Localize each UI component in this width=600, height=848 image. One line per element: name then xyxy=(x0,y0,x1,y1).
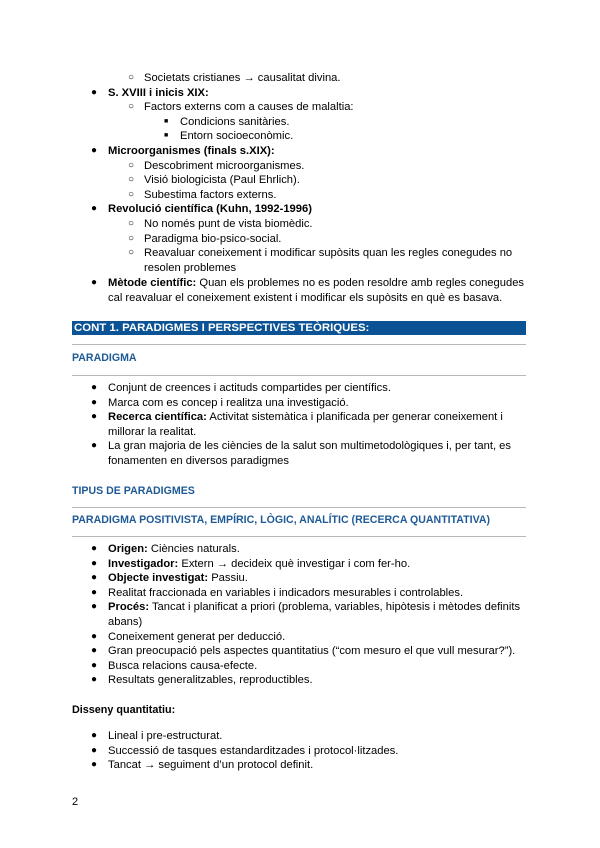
square-bullet-icon: ■ xyxy=(164,132,169,140)
list-item xyxy=(0,630,600,645)
circle-bullet-icon: ○ xyxy=(128,188,135,200)
bullet-icon: ● xyxy=(91,744,98,756)
list-item xyxy=(0,173,600,188)
paradigma-list xyxy=(0,381,600,469)
list-item-text: Passiu. xyxy=(208,572,248,585)
list-item-text: Reavaluar coneixement i modificar supòsits quan les regles conegudes no resolen problemes xyxy=(144,247,513,274)
divider xyxy=(72,507,526,508)
list-item-text: Lineal i pre-estructurat. xyxy=(108,730,223,742)
bullet-icon: ● xyxy=(91,543,98,554)
list-item-title: Investigador: xyxy=(108,557,179,570)
list-item-text: Busca relacions causa-efecte. xyxy=(108,659,258,672)
list-item xyxy=(0,439,600,468)
list-item-text: Successió de tasques estandarditzades i protocol·litzades. xyxy=(108,744,399,757)
list-item xyxy=(0,100,600,115)
list-item-title: Revolució científica (Kuhn, 1992-1996) xyxy=(108,203,312,216)
list-item xyxy=(0,381,600,396)
bullet-icon: ● xyxy=(91,601,98,613)
list-item-title: S. XVIII i inicis XIX: xyxy=(108,86,209,99)
circle-bullet-icon: ○ xyxy=(128,174,135,186)
circle-bullet-icon: ○ xyxy=(128,101,135,113)
list-item-text: Paradigma bio-psico-social. xyxy=(144,232,282,245)
list-item xyxy=(0,571,600,586)
list-item xyxy=(0,586,600,601)
list-item-text: Coneixement generat per deducció. xyxy=(108,630,286,643)
bullet-icon: ● xyxy=(91,396,98,408)
list-item xyxy=(0,673,600,688)
list-item xyxy=(0,202,600,217)
list-item-text: Tancat i planificat a priori (problema, variables, hipòtesis i mètodes definits abans) xyxy=(108,601,521,628)
list-item-text: Marca com es concep i realitza una investigació. xyxy=(108,396,349,409)
positivista-heading: PARADIGMA POSITIVISTA, EMPÍRIC, LÒGIC, ANALÍTIC (RECERCA QUANTITATIVA) xyxy=(72,514,491,526)
list-item-text: Visió biologicista (Paul Ehrlich). xyxy=(144,174,300,187)
list-item-text: Extern → decideix què investigar i com fer-ho. xyxy=(178,557,411,570)
list-item xyxy=(0,396,600,411)
paradigma-heading: PARADIGMA xyxy=(72,352,137,364)
history-list xyxy=(0,71,600,306)
list-item xyxy=(0,557,600,572)
list-item xyxy=(0,542,600,557)
list-item-title: Recerca científica: xyxy=(108,411,207,424)
bullet-icon: ● xyxy=(91,144,98,156)
bullet-icon: ● xyxy=(91,730,98,741)
bullet-icon: ● xyxy=(91,382,98,393)
bullet-icon: ● xyxy=(91,659,98,671)
bullet-icon: ● xyxy=(91,277,98,289)
list-item xyxy=(0,276,600,305)
positivista-list xyxy=(0,542,600,688)
list-item-title: Mètode científic: xyxy=(108,277,197,290)
disseny-heading: Disseny quantitatiu: xyxy=(72,704,176,716)
bullet-icon: ● xyxy=(91,557,98,569)
square-bullet-icon: ■ xyxy=(164,117,169,125)
bullet-icon: ● xyxy=(91,411,98,423)
list-item-text: Conjunt de creences i actituds compartides per científics. xyxy=(108,382,391,394)
tipus-heading: TIPUS DE PARADIGMES xyxy=(72,485,195,497)
list-item xyxy=(0,600,600,629)
list-item xyxy=(0,659,600,674)
list-item xyxy=(0,115,600,130)
circle-bullet-icon: ○ xyxy=(128,247,135,259)
circle-bullet-icon: ○ xyxy=(128,217,135,229)
circle-bullet-icon: ○ xyxy=(128,232,135,244)
list-item-text: Condicions sanitàries. xyxy=(180,115,290,128)
list-item-title: Microorganismes (finals s.XIX): xyxy=(108,144,275,157)
list-item xyxy=(0,758,600,773)
list-item xyxy=(0,144,600,159)
list-item-text: Gran preocupació pels aspectes quantitatius (“com mesuro el que vull mesurar?”). xyxy=(108,645,516,658)
list-item-text: Tancat → seguiment d’un protocol definit. xyxy=(108,759,314,772)
list-item-title: Origen: xyxy=(108,543,148,555)
list-item xyxy=(0,159,600,174)
list-item xyxy=(0,217,600,232)
bullet-icon: ● xyxy=(91,645,98,657)
list-item-text: Subestima factors externs. xyxy=(144,188,277,201)
disseny-list xyxy=(0,729,600,773)
list-item xyxy=(0,86,600,101)
list-item-text: Activitat sistemàtica i planificada per generar coneixement i millorar la realitat. xyxy=(108,411,503,438)
list-item xyxy=(0,644,600,659)
bullet-icon: ● xyxy=(91,440,98,452)
list-item xyxy=(0,729,600,744)
list-item xyxy=(0,129,600,144)
list-item-text: Resultats generalitzables, reproductibles. xyxy=(108,674,313,687)
divider xyxy=(72,375,526,376)
page-number: 2 xyxy=(72,796,79,808)
circle-bullet-icon: ○ xyxy=(128,159,135,171)
list-item xyxy=(0,71,600,86)
list-item-text: Ciències naturals. xyxy=(147,543,240,555)
circle-bullet-icon: ○ xyxy=(128,72,135,83)
list-item xyxy=(0,744,600,759)
list-item xyxy=(0,232,600,247)
list-item-text: Societats cristianes → causalitat divina. xyxy=(144,72,341,84)
list-item-text: Realitat fraccionada en variables i indicadors mesurables i controlables. xyxy=(108,586,464,599)
bullet-icon: ● xyxy=(91,572,98,584)
list-item-text: Descobriment microorganismes. xyxy=(144,159,305,172)
list-item-text: Entorn socioeconòmic. xyxy=(180,130,294,143)
list-item-text: No només punt de vista biomèdic. xyxy=(144,217,313,230)
list-item-text: La gran majoria de les ciències de la salut son multimetodològiques i, per tant, es fonamenten en diversos paradigmes xyxy=(108,440,511,467)
list-item-title: Procés: xyxy=(108,601,150,614)
list-item-title: Objecte investigat: xyxy=(108,572,209,585)
divider xyxy=(72,344,526,345)
section-heading-bar: CONT 1. PARADIGMES I PERSPECTIVES TEÒRIQUES: xyxy=(72,321,526,335)
bullet-icon: ● xyxy=(91,586,98,598)
bullet-icon: ● xyxy=(91,759,98,771)
bullet-icon: ● xyxy=(91,86,98,98)
list-item xyxy=(0,246,600,275)
list-item-text: Factors externs com a causes de malaltia: xyxy=(144,101,354,114)
bullet-icon: ● xyxy=(91,630,98,642)
list-item xyxy=(0,188,600,203)
list-item xyxy=(0,410,600,439)
list-item-text: Quan els problemes no es poden resoldre amb regles conegudes cal reavaluar el coneixement existent i modificar els supòsits en què es basava. xyxy=(108,277,525,304)
bullet-icon: ● xyxy=(91,203,98,215)
bullet-icon: ● xyxy=(91,674,98,686)
divider xyxy=(72,536,526,537)
